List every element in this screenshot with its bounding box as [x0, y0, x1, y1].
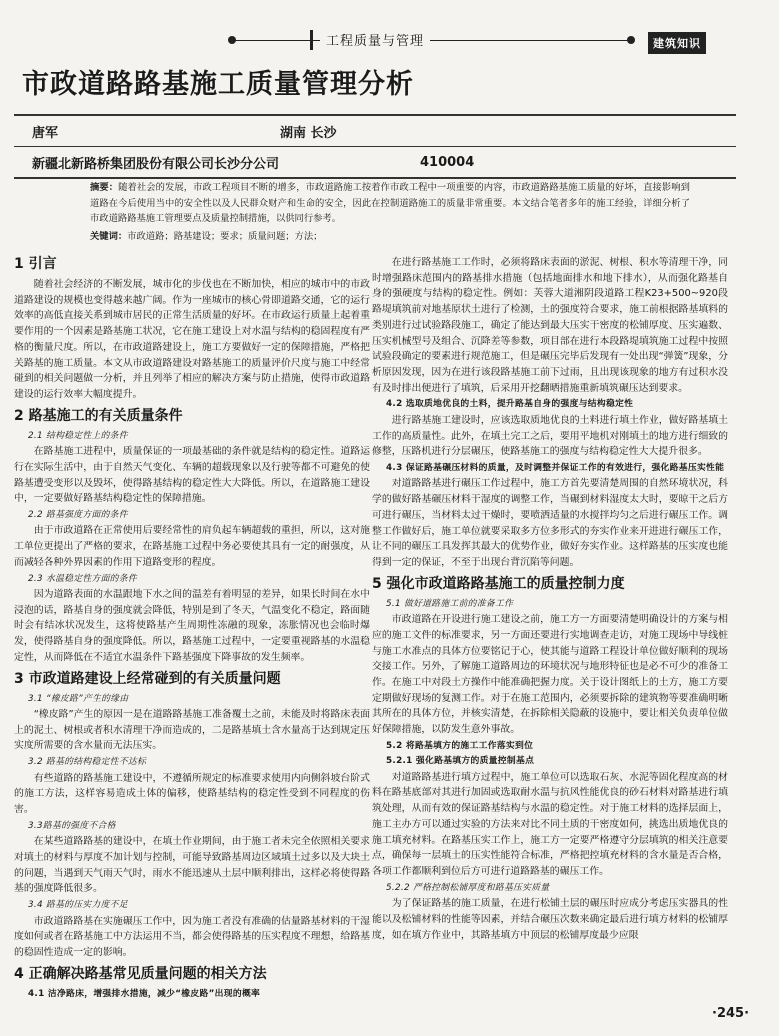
keywords: [90, 229, 690, 245]
abstract: [90, 180, 690, 244]
subsection-heading: 5.1 做好道路施工前的准备工作: [386, 598, 514, 609]
author-row: [14, 114, 736, 147]
header-bar: [310, 30, 313, 50]
header-tag: 建筑知识: [648, 32, 706, 54]
abstract-text: 随着社会的发展，市政工程项目不断的增多，市政道路施工按着作市政工程中一项重要的内容，市政道路路基施工质量的好坏，直接影响到道路在今后使用当中的安全性以及人民群众财产和生命的安全，因此在控制道路施工的质量非常重要。本文结合笔者多年的施工经验，详细分析了市政道路路基施工管理要点及质量控制措施，以供同行参考。: [90, 182, 690, 224]
paragraph: 因为道路表面的水温跟地下水之间的温差有着明显的差异，如果长时间在水中浸泡的话，路基自身的强度就会降低，特别是到了冬天，气温变化不稳定，路面随时会有结冰状况发生，这将使路基产生周期性冻融的现象，冻胀情况也会临时爆发，使得路基自身的强度降低。所以，路基施工过程中，一定要重视路基的水温稳定性，从而降低在不适宜水温条件下路基强度下降事故的发生频率。: [14, 589, 370, 663]
subsection-heading: 2.1 结构稳定性上的条件: [28, 430, 128, 441]
subsection-heading: 5.2.1 强化路基填方的质量控制基点: [386, 756, 535, 767]
page-number: ·245·: [712, 1006, 750, 1021]
header-rule: [232, 40, 630, 41]
postcode: 410004: [420, 154, 475, 170]
org-row: [14, 147, 736, 179]
subsection-heading: 3.4 路基的压实力度不足: [28, 900, 128, 911]
keywords-text: 市政道路；路基建设；要求；质量问题；方法；: [127, 230, 323, 242]
subsection-heading: 5.2 将路基填方的施工工作落实到位: [386, 740, 534, 751]
subsection-heading: 4.3 保证路基碾压材料的质量，及时调整并保证工作的有效进行，强化路基压实性能: [386, 462, 725, 473]
paragraph: 在某些道路路基的建设中，在填土作业期间，由于施工者未完全依照相关要求对填土的材料与厚度不加计划与控制，可能导致路基周边区域填土过多以及大块土的问题，当遇到天气雨天气时，雨水不能迅速从土层中顺利排出，这样必将使得路基的强度降低很多。: [14, 836, 370, 895]
paragraph: 在进行路基施工工作时，必须将路床表面的淤泥、树根、积水等清理干净，同时增强路床范围内的路基排水措施（包括地面排水和地下排水），从而强化路基自身的强硬度与结构的稳定性。例如：芙蓉大道湘阴段道路工程K23+500~920段路堤填筑前对地基原状土进行了检测，土的强度符合要求，施工前根据路基填料的类别进行过试验路段施工，确定了能达到最大压实干密度的松铺厚度、压实遍数、压实机械型号及组合、沉降差等参数，项目部在进行本段路堤填筑施工过程中按照试验段确定的要素进行规范施工，但是碾压完毕后发现有一处出现“弹簧”现象，分析原因发现，因为在进行该段路基施工前下过雨，且出现该现象的地方有过积水没有及时排出便进行了填筑，后采用开挖翻晒措施重新填筑碾压达到要求。: [372, 257, 728, 394]
author-name: 唐军: [32, 125, 59, 141]
left-column: [14, 255, 370, 1002]
subsection-heading: 2.3 水温稳定性方面的条件: [28, 573, 137, 584]
right-column: [372, 255, 728, 943]
header-dot-left: [228, 36, 236, 44]
subsection-heading: 4.1 洁净路床，增强排水措施，减少“橡皮路”出现的概率: [28, 988, 261, 999]
section-heading: 4 正确解决路基常见质量问题的相关方法: [14, 965, 267, 982]
subsection-heading: 2.2 路基强度方面的条件: [28, 509, 128, 520]
section-heading: 3 市政道路建设上经常碰到的有关质量问题: [14, 670, 281, 687]
paragraph: 由于市政道路在正常使用后要经常性的肩负起车辆超载的重担，所以，这对施工单位更提出了严格的要求，在路基施工过程中务必要使其具有一定的耐强度，从而减轻各种外界因素的作用下道路变形的程度。: [14, 525, 370, 568]
paragraph: 有些道路的路基施工建设中，不遵循所规定的标准要求使用内向侧斜坡台阶式的施工方法，这样容易造成土体的偏移，使路基结构的稳定性受到不同程度的伤害。: [14, 772, 370, 816]
paragraph: 随着社会经济的不断发展，城市化的步伐也在不断加快，相应的城市中的市政道路建设的规模也变得越来越广阔。作为一座城市的核心骨即道路交通，它的运行效率的高低直接关系到城市居民的正常生活质量的好坏。在市政运行质量上起着重要作用的一个因素是路基施工状况，它在施工建设上对水温与结构的稳固程度有严格的衡量尺度。所以，在市政道路建设上，施工方要做好一定的保障措施，严格把关路基的施工质量。本文从市政道路建设对路基施工的质量评价尺度与施工中经常碰到的相关问题做一分析，并且列举了相应的解决方案与防止措施，使得市政道路建设的运行效率大幅度提升。: [14, 279, 370, 400]
keywords-label: 关键词：: [90, 230, 128, 242]
subsection-heading: 3.1 “橡皮路”产生的缘由: [28, 693, 129, 704]
paragraph: “橡皮路”产生的原因一是在道路路基施工准备覆土之前，未能及时将路床表面上的泥土、树根或者积水清理干净而造成的，二是路基填土含水量高于达到规定压实度所需要的含水量而无法压实。: [14, 709, 370, 752]
paragraph: 对道路路基进行填方过程中，施工单位可以选取石灰、水泥等固化程度高的材料在路基底部对其进行加固或选取耐水温与抗风性能优良的砂石材料对路基进行填筑处理，从而有效的保证路基结构与水温的稳定性。对于施工材料的选择层面上，施工主办方可以通过实验的方法来对比不同土质的干密度如何，挑选出质地优良的施工填充材料。在路基压实工作上，施工方一定要严格遵守分层填筑的相关注意要点，确保每一层填土的压实性能符合标准，严格把控填充材料的含水量是否合格，各项工作都顺利到位后方可进行道路路基的碾压工作。: [372, 771, 728, 877]
section-heading: 2 路基施工的有关质量条件: [14, 407, 183, 424]
section-heading: 1 引言: [14, 256, 57, 272]
header-dot-right: [627, 36, 635, 44]
paragraph: 对道路路基进行碾压工作过程中，施工方首先要清楚周围的自然环境状况，科学的做好路基碾压材料干湿度的调整工作，当碾到材料湿度太大时，要晾干之后方可进行碾压，当材料太过干燥时，要喷洒适量的水搅拌均匀之后进行碾压工作。调整工作做好后，施工单位就要采取多方位多形式的夯实作业来开进进行碾压工作，让不同的碾压工具发挥其最大的优势作业，做好夯实作业。这样路基的压实度也能得到一定的保证，不至于出现台背沉陷等问题。: [372, 478, 728, 568]
subsection-heading: 3.2 路基的结构稳定性不达标: [28, 757, 147, 768]
paragraph: 在路基施工进程中，质量保证的一项最基础的条件就是结构的稳定性。道路运行在实际生活中，由于自然天气变化、车辆的超载现象以及行驶等都不可避免的使路基遭受变形以及毁坏，使得路基结构的稳定性大大降低。所以，在道路施工建设中，一定要做好路基结构稳定性的保障措施。: [14, 446, 370, 505]
paragraph: 为了保证路基的施工质量，在进行松铺土层的碾压时应成分考虑压实器具的性能以及松铺材料的性能等因素，并结合碾压次数来确定最后进行填方材料的松铺厚度，如在填方作业中，其路基填方中顶层的松铺厚度最少应限: [372, 898, 728, 941]
subsection-heading: 3.3路基的强度不合格: [28, 820, 116, 831]
paragraph: 市政道路路基在实施碾压工作中，因为施工者没有准确的估量路基材料的干湿度如何或者在路基施工中方法运用不当，都会使得路基的压实程度不理想，给路基的稳固性造成一定的影响。: [14, 915, 370, 958]
author-block: [14, 114, 736, 179]
author-location: 湖南 长沙: [280, 125, 337, 141]
subsection-heading: 4.2 选取质地优良的土料，提升路基自身的强度与结构稳定性: [386, 399, 634, 410]
header-category: 工程质量与管理: [320, 30, 430, 49]
article-title: 市政道路路基施工质量管理分析: [22, 69, 414, 100]
abstract-label: 摘要：: [90, 182, 119, 193]
paragraph: 市政道路在开设进行施工建设之前，施工方一方面要清楚明确设计的方案与相应的施工文件的标准要求，另一方面还要进行实地调查走访，对施工现场中导线桩与施工水准点的具体方位要铭记于心，使其能与道路工程设计单位做好顺利的现场交接工作。另外，了解施工道路周边的环境状况与地形特征也是必不可少的准备工作。在施工中对段土方操作中能准确把握力度。关于设计图纸上的土方，施工方要定期做好现场的复测工作。对于在施工范围内，必须要拆除的建筑物等要准确明晰其所在的具体方位，并核实清楚，在拆除相关隐蔽的设施中，要让相关负责单位做好保障措施，以防发生意外事故。: [372, 614, 728, 736]
section-heading: 5 强化市政道路路基施工的质量控制力度: [372, 575, 625, 592]
author-org: 新疆北新路桥集团股份有限公司长沙分公司: [32, 156, 280, 172]
paragraph: 进行路基施工建设时，应该选取质地优良的土料进行填土作业，做好路基填土工作的高质量性。此外，在填土完工之后，要用平地机对刚填土的地方进行细致的修整，压路机进行分层碾压，使路基施工的强度与结构稳定性大大提升很多。: [372, 414, 728, 458]
abstract-body: [90, 180, 690, 227]
subsection-heading: 5.2.2 严格控制松铺厚度和路基压实质量: [386, 882, 550, 893]
